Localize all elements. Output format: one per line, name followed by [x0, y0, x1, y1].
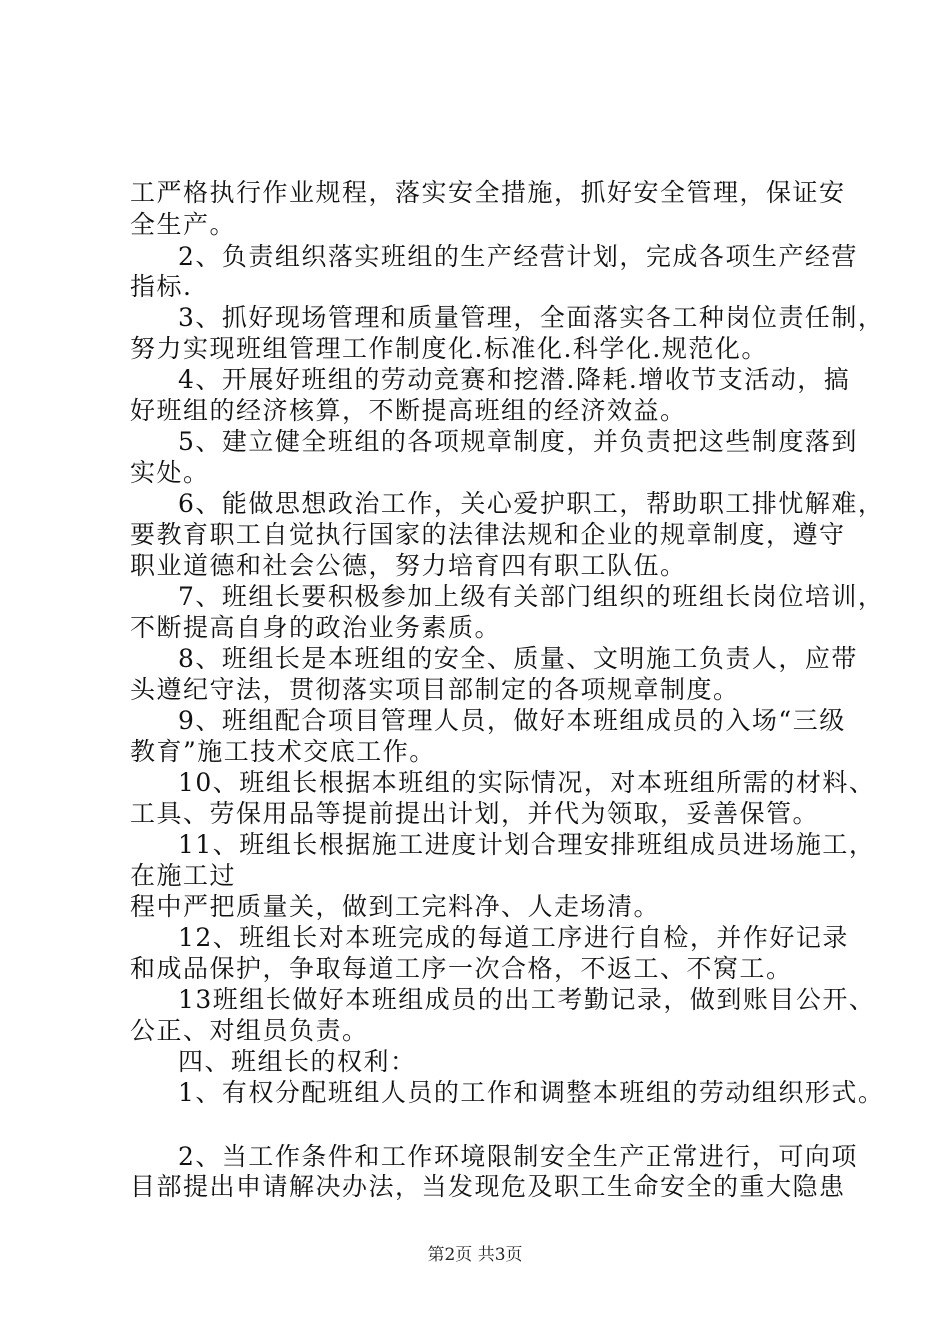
text-line: 7、班组长要积极参加上级有关部门组织的班组长岗位培训，	[178, 582, 885, 611]
text-line: 教育”施工技术交底工作。	[130, 737, 436, 766]
text-line: 2、当工作条件和工作环境限制安全生产正常进行，可向项	[178, 1142, 858, 1171]
section-heading: 四、班组长的权利：	[178, 1047, 417, 1076]
text-line: 2、负责组织落实班组的生产经营计划，完成各项生产经营	[178, 242, 858, 271]
text-line: 工严格执行作业规程，落实安全措施，抓好安全管理，保证安	[130, 178, 846, 207]
text-line: 在施工过	[130, 861, 237, 890]
text-line: 好班组的经济核算，不断提高班组的经济效益。	[130, 396, 687, 425]
text-line: 1、有权分配班组人员的工作和调整本班组的劳动组织形式。	[178, 1078, 885, 1107]
text-line: 6、能做思想政治工作，关心爱护职工，帮助职工排忧解难，	[178, 489, 885, 518]
page-number-footer: 第2页 共3页	[427, 1245, 523, 1265]
text-line: 5、建立健全班组的各项规章制度，并负责把这些制度落到	[178, 427, 858, 456]
text-line: 目部提出申请解决办法，当发现危及职工生命安全的重大隐患	[130, 1172, 846, 1201]
text-line: 头遵纪守法，贯彻落实项目部制定的各项规章制度。	[130, 675, 740, 704]
text-line: 要教育职工自觉执行国家的法律法规和企业的规章制度，遵守	[130, 520, 846, 549]
text-line: 不断提高自身的政治业务素质。	[130, 613, 502, 642]
text-line: 努力实现班组管理工作制度化.标准化.科学化.规范化。	[130, 334, 768, 363]
text-line: 3、抓好现场管理和质量管理，全面落实各工种岗位责任制，	[178, 303, 885, 332]
text-line: 8、班组长是本班组的安全、质量、文明施工负责人，应带	[178, 644, 858, 673]
text-line: 9、班组配合项目管理人员，做好本班组成员的入场“三级	[178, 706, 846, 735]
text-line: 公正、对组员负责。	[130, 1016, 369, 1045]
text-line: 实处。	[130, 458, 210, 487]
text-line: 12、班组长对本班完成的每道工序进行自检，并作好记录	[178, 923, 849, 952]
text-line: 10、班组长根据本班组的实际情况，对本班组所需的材料、	[178, 768, 876, 797]
text-line: 程中严把质量关，做到工完料净、人走场清。	[130, 892, 661, 921]
text-line: 和成品保护，争取每道工序一次合格，不返工、不窝工。	[130, 954, 793, 983]
text-line: 11、班组长根据施工进度计划合理安排班组成员进场施工，	[178, 830, 876, 859]
text-line: 职业道德和社会公德，努力培育四有职工队伍。	[130, 551, 687, 580]
text-line: 4、开展好班组的劳动竞赛和挖潜.降耗.增收节支活动，搞	[178, 365, 851, 394]
text-line: 13班组长做好本班组成员的出工考勤记录，做到账目公开、	[178, 985, 876, 1014]
text-line: 指标.	[130, 272, 193, 301]
text-line: 工具、劳保用品等提前提出计划，并代为领取，妥善保管。	[130, 799, 820, 828]
text-line: 全生产。	[130, 210, 237, 239]
